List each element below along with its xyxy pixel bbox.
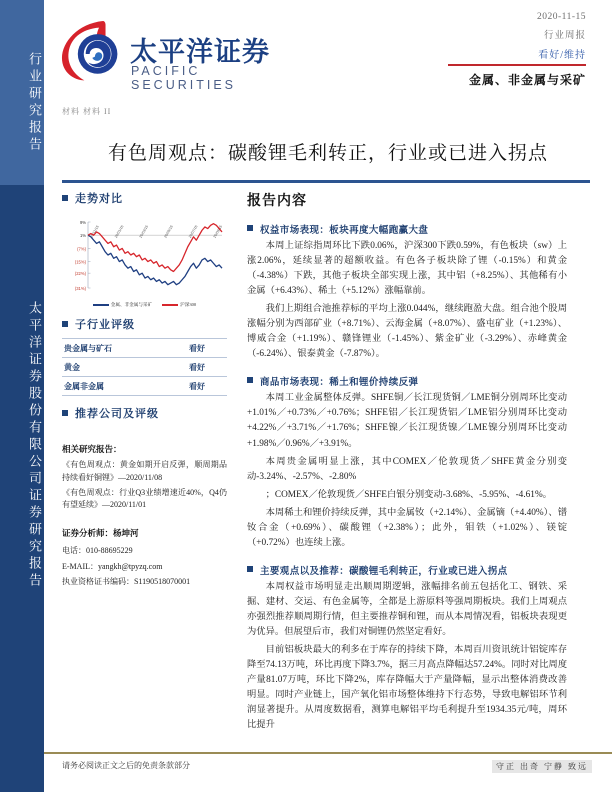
chart-xtick-label: 20/03/15: [138, 224, 150, 239]
report-rating: 看好/维持: [538, 50, 586, 61]
chart-xtick-label: 19/11/15: [89, 224, 100, 239]
related-research-item[interactable]: 《有色周观点：行业Q3业绩增速近40%，Q4仍有望延续》—2020/11/01: [62, 487, 227, 510]
chart-legend: [62, 302, 227, 308]
table-row: [62, 358, 227, 377]
page-footer: [62, 760, 592, 773]
bullet-square-icon: [247, 566, 253, 572]
subindustry-rating: 看好: [155, 358, 227, 377]
chart-ytick-label: (31%): [74, 286, 86, 291]
chart-series-line: [88, 224, 222, 272]
chart-xtick-label: 20/01/15: [114, 224, 125, 239]
bullet-square-icon: [62, 410, 68, 416]
chart-xtick-label: 20/05/15: [163, 224, 174, 239]
bullet-square-icon: [62, 195, 68, 201]
content-block-heading-label: 主要观点以及推荐：碳酸锂毛利转正，行业或已进入拐点: [260, 566, 508, 577]
pacific-securities-logo-icon: [58, 16, 124, 84]
content-block-heading: [247, 563, 567, 577]
recommend-heading-label: 推荐公司及评级: [75, 408, 159, 420]
content-paragraph: 本周稀土和锂价持续反弹，其中金属钕（+2.14%）、金属镝（+4.40%）、镨钕合金（+0.69%）、碳酸锂（+2.38%）；此外，钼铁（+1.02%）、镁锭（+0.72%）也连续上涨。: [247, 507, 567, 548]
analyst-email[interactable]: E-MAIL：yangkh@tpyzq.com: [62, 561, 163, 571]
legend-label-0: 金属、非金属与采矿: [110, 302, 153, 307]
table-row: [62, 377, 227, 396]
subindustry-name: 黄金: [62, 358, 155, 377]
related-research-item[interactable]: 《有色周观点：黄金如期开启反弹，顺周期品持续看好铜锂》—2020/11/08: [62, 460, 227, 482]
chart-ytick-label: 1%: [79, 233, 86, 239]
chart-ytick-label: (22%): [74, 271, 86, 277]
trend-chart-svg: [62, 212, 227, 300]
content-paragraph: ；COMEX／伦敦现货／SHFE白银分别变动-3.68%、-5.95%、-4.61%。: [265, 489, 552, 500]
footer-disclaimer: 请务必阅读正文之后的免责条款部分: [62, 761, 190, 770]
footer-slogan: 守正 出奇 宁静 致远: [492, 760, 592, 773]
chart-ytick-label: (7%): [77, 246, 86, 252]
chart-ytick-label: (15%): [74, 259, 86, 265]
legend-swatch-1: [162, 304, 178, 306]
chart-xtick-label: 20/07/15: [188, 224, 199, 239]
analyst-info: [62, 525, 227, 590]
bullet-square-icon: [62, 321, 68, 327]
subindustry-rating: 看好: [155, 339, 227, 358]
analyst-certificate: 执业资格证书编码：S1190518070001: [62, 577, 191, 587]
chart-ytick-label: 9%: [79, 220, 86, 225]
content-block: [247, 563, 567, 733]
related-research-heading: 相关研究报告：: [62, 444, 122, 454]
legend-item-1: [162, 302, 196, 308]
footer-divider: [44, 752, 612, 754]
content-block-heading-label: 权益市场表现：板块再度大幅跑赢大盘: [260, 226, 429, 236]
title-divider: [62, 180, 590, 183]
material-classification-label: 材料 材料 II: [62, 107, 112, 116]
analyst-phone: 电话：010-88695229: [62, 546, 133, 556]
trend-heading-label: 走势对比: [75, 193, 123, 205]
subindustry-rating-table: [62, 338, 227, 396]
content-block: [247, 374, 567, 550]
sidebar-top-label: 行业研究报告: [27, 52, 42, 154]
legend-item-0: [93, 302, 152, 308]
logo-text-en: PACIFIC SECURITIES: [131, 64, 237, 92]
content-paragraph: 我们上期组合池推荐标的平均上涨0.044%，继续跑盈大盘。组合池个股周涨幅分别为西部矿业（+8.71%）、云海金属（+8.07%）、盛屯矿业（+1.23%）、博威合金（+1.19%）、赣锋锂业（-1.45%）、紫金矿业（-3.29%）、赤峰黄金（-6.24%）、银泰黄金（-7.87%）。: [247, 304, 567, 360]
page-title: 有色周观点：碳酸锂毛利转正，行业或已进入拐点: [107, 143, 548, 164]
subindustry-name: 金属非金属: [62, 377, 155, 396]
subindustry-rating: 看好: [155, 377, 227, 396]
bullet-square-icon: [247, 225, 253, 231]
header-meta: [356, 12, 586, 88]
right-column: [247, 190, 567, 733]
subindustry-heading-label: 子行业评级: [75, 319, 135, 331]
trend-section-heading: [62, 190, 227, 206]
content-block-heading: [247, 222, 567, 236]
subindustry-section-heading: [62, 316, 227, 332]
table-row: [62, 339, 227, 358]
legend-swatch-0: [93, 304, 109, 306]
report-date: 2020-11-15: [537, 12, 586, 22]
content-paragraph: 目前铝板块最大的利多在于库存的持续下降，本周百川资讯统计铝锭库存降至74.13万吨，环比再度下降3.7%，据三月高点降幅达57.24%。同时对比周度产量81.07万吨，环比下降2%，库存降幅大于产量降幅，显示出整体消费改善明显。同时产业链上，国产氧化铝市场整体维持下行态势，导致电解铝环节利润显著提升。从周度数据看，测算电解铝平均毛利提升至1934.35元/吨，周环比提升: [247, 645, 567, 731]
related-research: [62, 443, 227, 512]
bullet-square-icon: [247, 377, 253, 383]
logo-text-cn: 太平洋证券: [130, 37, 270, 68]
subindustry-name: 贵金属与矿石: [62, 339, 155, 358]
header-divider: [448, 64, 586, 66]
left-sidebar: [0, 0, 44, 792]
content-block: [247, 222, 567, 362]
legend-label-1: 沪深300: [180, 302, 197, 307]
analyst-name: 证券分析师：杨坤河: [62, 527, 139, 538]
trend-comparison-chart: [62, 212, 227, 307]
content-paragraph: 本周权益市场明显走出顺周期逻辑，涨幅排名前五包括化工、钢铁、采掘、建材、交运、有色金属等，全都是上游原料等强周期板块。我们上周观点亦强烈推荐顺周期行情，但主要推荐铜和锂，而从本周情况看，铝板块表现更为优异。但展望后市，我们对铜锂仍然坚定看好。: [247, 581, 567, 637]
report-type: 行业周报: [543, 31, 586, 41]
content-block-heading: [247, 374, 567, 388]
report-sector: 金属、非金属与采矿: [468, 73, 586, 87]
left-column: [62, 190, 227, 590]
content-block-heading-label: 商品市场表现：稀土和锂价持续反弹: [260, 378, 419, 389]
content-paragraph: 本周工业金属整体反弹。SHFE铜／长江现货铜／LME铜分别周环比变动+1.01%／+0.73%／+0.76%；SHFE铝／长江现货铝／LME铝分别周环比变动 +4.22%／+3.71%／+1.76%；SHFE镍／长江现货镍／LME镍分别周环比变动+1.98%／0.96%／+3.91%。: [247, 393, 567, 449]
sidebar-bottom-label: 太平洋证券股份有限公司证券研究报告: [27, 300, 42, 590]
content-paragraph: 本周上证综指周环比下跌0.06%，沪深300下跌0.59%，有色板块（sw）上涨2.06%，延续显著的超额收益。有色各子板块除了锂（-0.15%）和黄金（-4.38%）下跌，其他子板块全部实现上涨，其中铝（+8.25%）、其他稀有小金属（+6.43%）、稀土（+5.12%）涨幅靠前。: [247, 241, 567, 297]
chart-xtick-label: 20/09/15: [212, 224, 224, 239]
recommend-section-heading: [62, 405, 227, 421]
report-content-title: 报告内容: [247, 194, 307, 209]
content-paragraph: 本周贵金属明显上涨，其中COMEX／伦敦现货／SHFE黄金分别变动-3.24%、-2.57%、-2.80%: [247, 456, 567, 482]
company-logo: [58, 14, 308, 92]
